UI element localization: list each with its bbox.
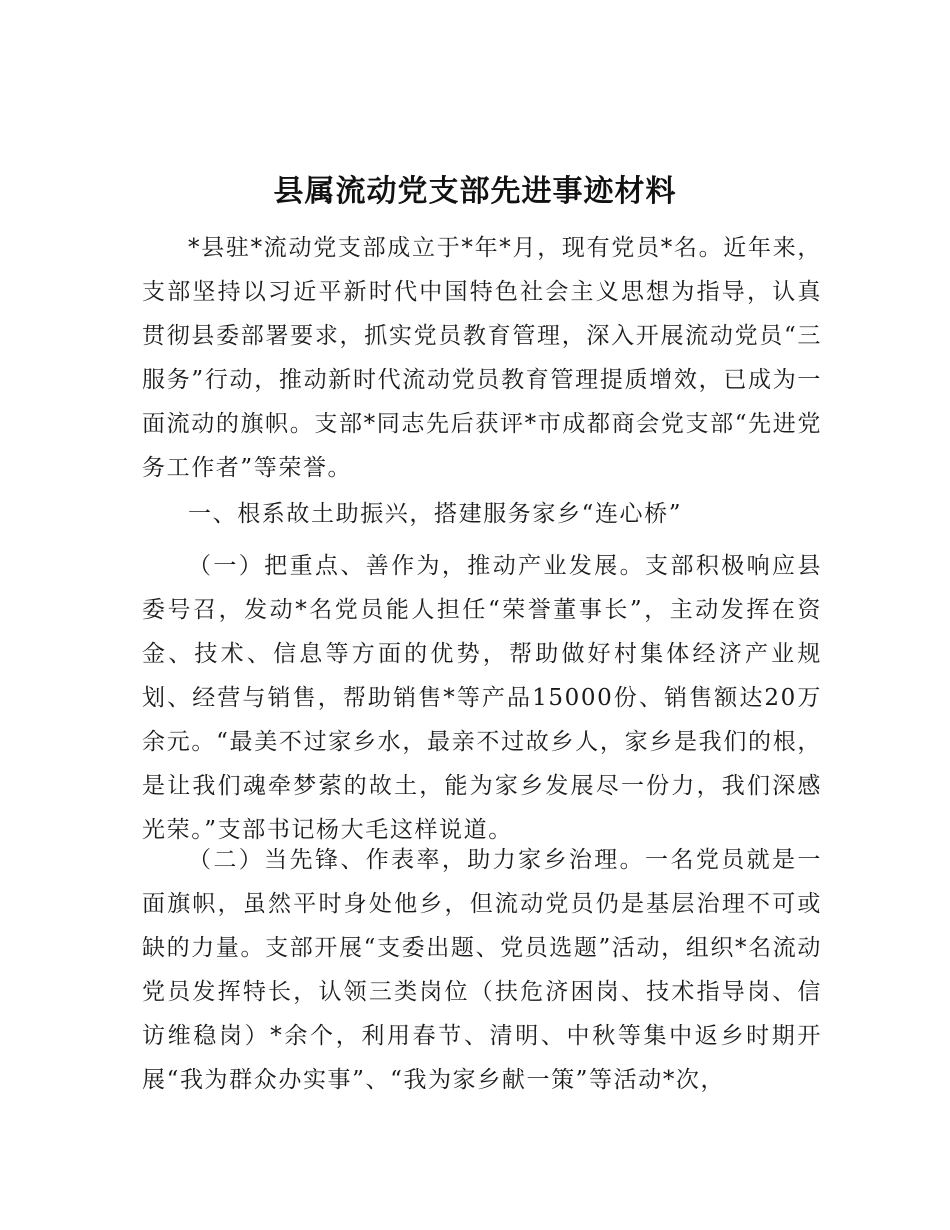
document-title: 县属流动党支部先进事迹材料 [273, 174, 677, 209]
section-heading: 一、根系故土助振兴，搭建服务家乡“连心桥” [188, 501, 683, 527]
body-paragraph-governance: （二）当先锋、作表率，助力家乡治理。一名党员就是一面旗帜，虽然平时身处他乡，但流动党员仍是基层治理不可或缺的力量。支部开展“支委出题、党员选题”活动，组织*名流动党员发挥特长，认领三类岗位（扶危济困岗、技术指导岗、信访维稳岗）*余个，利用春节、清明、中秋等集中返乡时期开展“我为群众办实事”、“我为家乡献一策”等活动*次， [142, 847, 822, 1093]
body-paragraph-industry: （一）把重点、善作为，推动产业发展。支部积极响应县委号召，发动*名党员能人担任“荣誉董事长”，主动发挥在资金、技术、信息等方面的优势，帮助做好村集体经济产业规划、经营与销售，帮助销售*等产品15000份、销售额达20万余元。“最美不过家乡水，最亲不过故乡人，家乡是我们的根，是让我们魂牵梦萦的故土，能为家乡发展尽一份力，我们深感光荣。”支部书记杨大毛这样说道。 [142, 553, 822, 843]
intro-paragraph: *县驻*流动党支部成立于*年*月，现有党员*名。近年来，支部坚持以习近平新时代中国特色社会主义思想为指导，认真贯彻县委部署要求，抓实党员教育管理，深入开展流动党员“三服务”行动，推动新时代流动党员教育管理提质增效，已成为一面流动的旗帜。支部*同志先后获评*市成都商会党支部“先进党务工作者”等荣誉。 [142, 235, 822, 481]
